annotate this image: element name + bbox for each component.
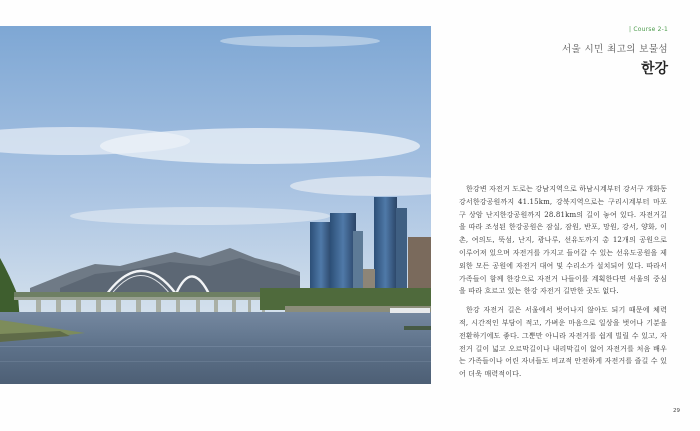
page-subtitle: 서울 시민 최고의 보물섬 <box>561 44 668 55</box>
han-river-photo-image <box>0 26 431 384</box>
section-tag: | Course 2-1 <box>629 26 668 33</box>
page-title: 한강 <box>640 61 668 77</box>
body-paragraph: 한강변 자전거 도로는 강남지역으로 하남시계부터 강서구 개화동 강서한강공원까지 41.15km, 강북지역으로는 구리시계부터 마포구 상암 난지한강공원까지 28.81km의 길이 놓여 있다. 자전거길을 따라 조성된 한강공원은 잠실, 잠원, 반포, 망원, 강서, 양화, 이촌, 여의도, 뚝섬, 난지, 광나루, 선유도까지 총 12개의 공원으로 이루어져 있으며 자전거를 가지고 들어갈 수 있는 선유도공원을 제외한 모든 공원에 자전거 대여 및 수리소가 설치되어 있다. 따라서 가족들이 함께 한강으로 자전거 나들이를 계획한다면 서울의 중심을 따라 흐르고 있는 한강 자전거 길만한 곳도 없다. <box>459 185 667 296</box>
body-paragraph: 한강 자전거 길은 서울에서 벗어나지 않아도 되기 때문에 체력적, 시간적인 부담이 적고, 가벼운 마음으로 일상을 벗어나 기분을 전환하기에도 좋다. 그뿐만 아니라 자전거를 쉽게 빌릴 수 있고, 자전거 길이 넓고 오르막길이나 내리막길이 없어 자전거를 처음 배우는 가족들이나 어린 자녀들도 비교적 안전하게 자전거를 즐길 수 있어 더욱 매력적이다. <box>459 306 667 379</box>
han-river-photo <box>0 26 431 384</box>
body-text <box>459 183 667 387</box>
page-number: 29 <box>673 408 680 414</box>
